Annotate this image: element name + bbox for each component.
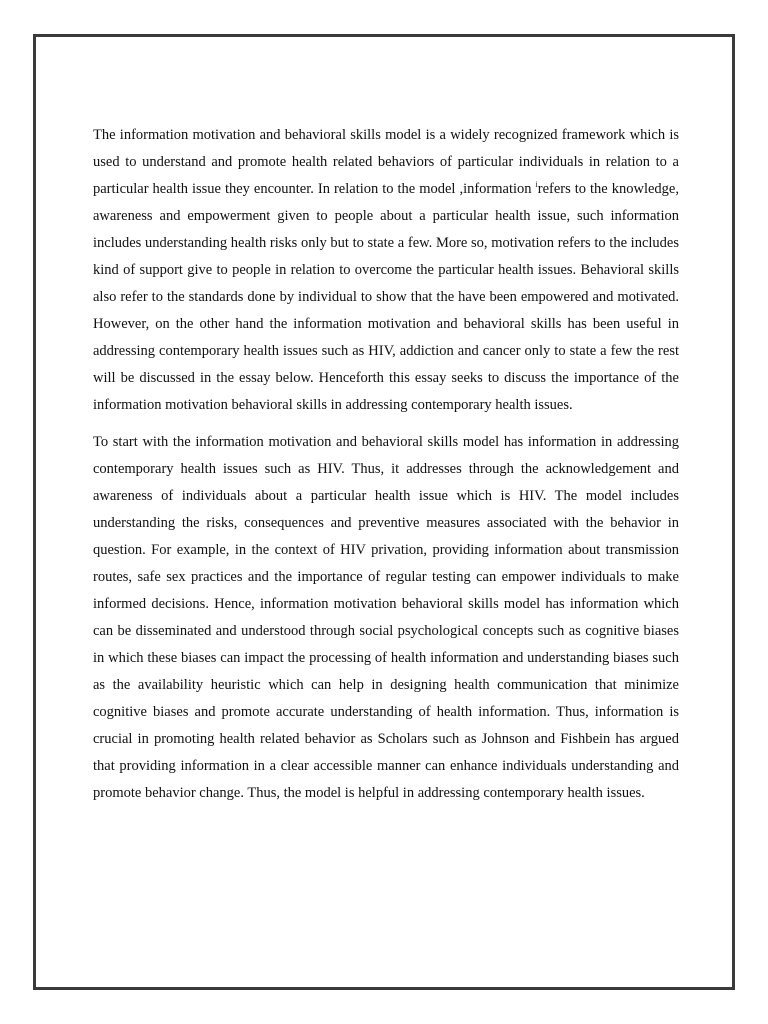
- paragraph-introduction: [93, 122, 679, 419]
- paragraph-information: To start with the information motivation and behavioral skills model has information in addressing contemporary health issues such as HIV. Thus, it addresses through the acknowledgement and awareness of individuals about a particular health issue which is HIV. The model includes understanding the risks, consequences and preventive measures associated with the behavior in question. For example, in the context of HIV privation, providing information about transmission routes, safe sex practices and the importance of regular testing can empower individuals to make informed decisions. Hence, information motivation behavioral skills model has information which can be disseminated and understood through social psychological concepts such as cognitive biases in which these biases can impact the processing of health information and understanding biases such as the availability heuristic which can help in designing health communication that minimize cognitive biases and promote accurate understanding of health information. Thus, information is crucial in promoting health related behavior as Scholars such as Johnson and Fishbein has argued that providing information in a clear accessible manner can enhance individuals understanding and promote behavior change. Thus, the model is helpful in addressing contemporary health issues.: [93, 434, 679, 801]
- paragraph-text: The information motivation and behavioral skills model is a widely recognized framework which is used to understand and promote health related behaviors of particular individuals in relation to a particular health issue they encounter. In relation to the model ,information: [93, 127, 679, 197]
- document-body: [93, 122, 679, 817]
- endnote-reference-mark[interactable]: i: [535, 180, 538, 190]
- paragraph-text: refers to the knowledge, awareness and empowerment given to people about a particular health issue, such information includes understanding health risks only but to state a few. More so, motivation refers to the includes kind of support give to people in relation to overcome the particular health issues. Behavioral skills also refer to the standards done by individual to show that the have been empowered and motivated. However, on the other hand the information motivation and behavioral skills has been useful in addressing contemporary health issues such as HIV, addiction and cancer only to state a few the rest will be discussed in the essay below. Henceforth this essay seeks to discuss the importance of the information motivation behavioral skills in addressing contemporary health issues.: [93, 181, 679, 413]
- document-page: [33, 34, 735, 990]
